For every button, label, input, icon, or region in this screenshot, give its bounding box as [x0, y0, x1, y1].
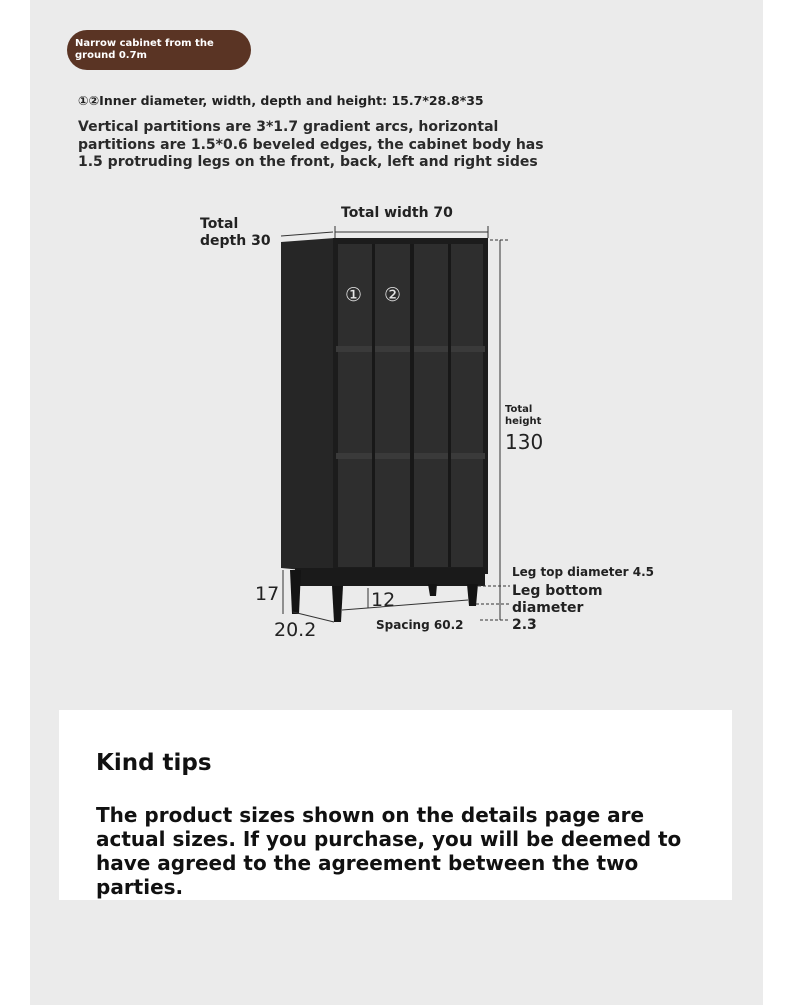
leg-bottom-diameter-label: Leg bottom diameter 2.3 [512, 583, 603, 633]
cabinet-base-rail [295, 568, 485, 586]
vertical-partition [410, 244, 414, 567]
front-left-leg [332, 586, 343, 622]
front-right-leg [467, 584, 478, 606]
back-right-leg [428, 584, 437, 596]
spacing-line [342, 600, 468, 610]
kind-tips-title: Kind tips [96, 750, 212, 776]
total-height-value: 130 [505, 430, 544, 454]
back-left-leg [290, 570, 301, 614]
kind-tips-body: The product sizes shown on the details page are actual sizes. If you purchase, you will be deemed to have agreed to the agreement between the two parties. [96, 803, 682, 899]
total-height-caption: Total height [505, 404, 542, 427]
construction-description: Vertical partitions are 3*1.7 gradient arcs, horizontal partitions are 1.5*0.6 beveled edges, the cabinet body has 1.5 protruding legs on the front, back, left and right sides [78, 119, 544, 170]
leg-height-label: 17 [255, 583, 280, 605]
compartment-1-marker: ① [345, 284, 363, 306]
spacing-label: Spacing 60.2 [376, 618, 464, 632]
leg-top-diameter-label: Leg top diameter 4.5 [512, 565, 654, 579]
leg-inset-label: 12 [371, 589, 396, 611]
vertical-partition [372, 244, 375, 567]
leg-depth-spacing-label: 20.2 [274, 619, 317, 641]
inner-dimensions-text: ①②Inner diameter, width, depth and height: 15.7*28.8*35 [78, 93, 484, 108]
cabinet-height-badge: Narrow cabinet from the ground 0.7m [67, 30, 251, 70]
kind-tips-card [59, 710, 732, 900]
depth-dimension-line [281, 232, 333, 236]
compartment-2-marker: ② [384, 284, 402, 306]
vertical-partition [448, 244, 451, 567]
cabinet-side-panel [281, 238, 335, 573]
total-depth-label: Total depth 30 [200, 216, 271, 249]
total-width-label: Total width 70 [341, 205, 453, 221]
